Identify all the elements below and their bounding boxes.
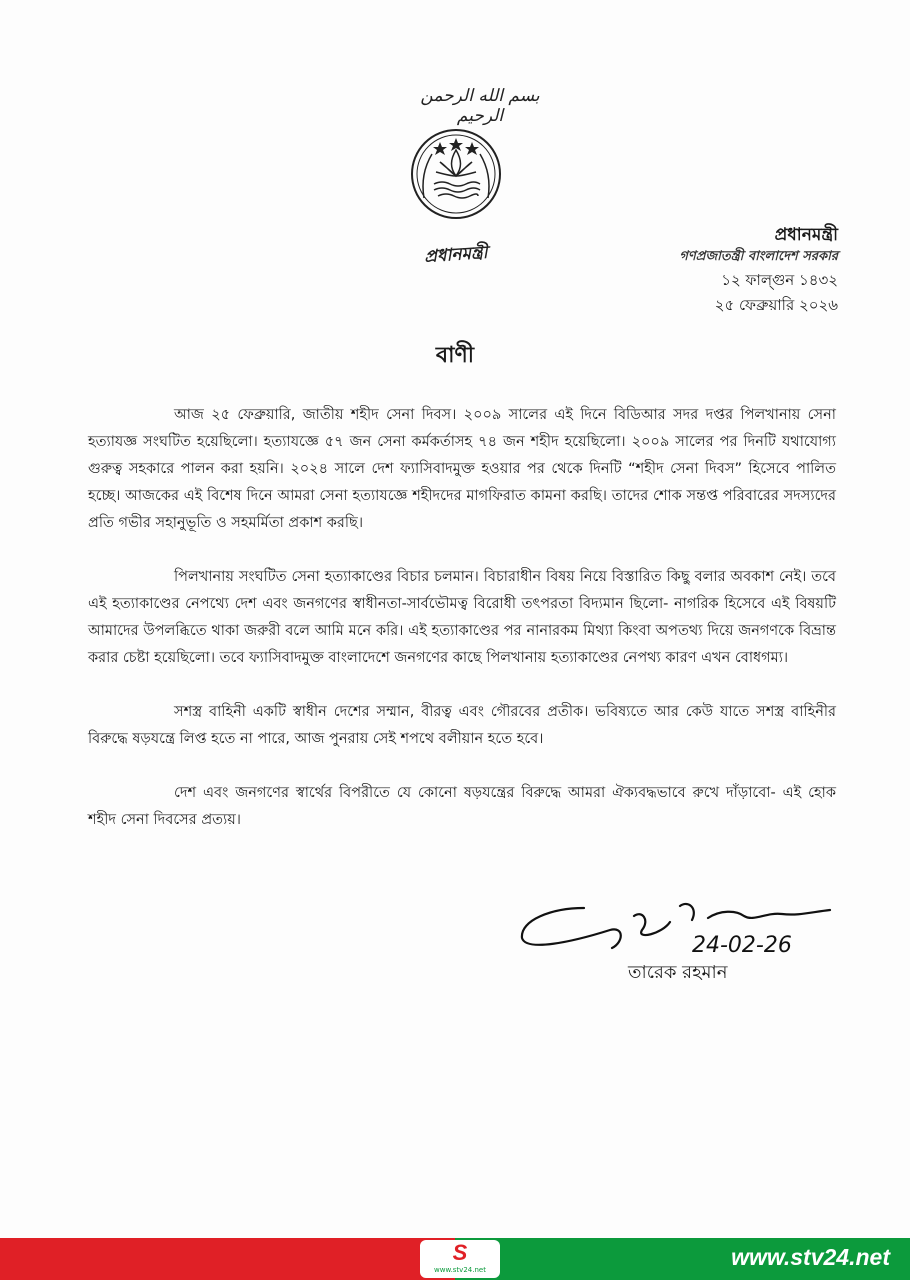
page-title: বাণী: [435, 343, 475, 368]
stv-logo-icon: [420, 1240, 500, 1278]
handwritten-date: 24-02-26: [692, 933, 792, 958]
message-body: [88, 402, 836, 861]
government-emblem-icon: [410, 128, 502, 220]
date-gregorian: ২৫ ফেব্রুয়ারি ২০২৬: [714, 296, 838, 314]
watermark-footer: [0, 1238, 910, 1280]
paragraph: সশস্ত্র বাহিনী একটি স্বাধীন দেশের সম্মান, বীরত্ব এবং গৌরবের প্রতীক। ভবিষ্যতে আর কেউ যাতে সশস্ত্র বাহিনীর বিরুদ্ধে ষড়যন্ত্রে লিপ্ত হতে না পারে, আজ পুনরায় সেই শপথে বলীয়ান হতে হবে।: [88, 704, 836, 747]
signatory-name: তারেক রহমান: [628, 962, 728, 983]
paragraph: দেশ এবং জনগণের স্বার্থের বিপরীতে যে কোনো ষড়যন্ত্রের বিরুদ্ধে আমরা ঐক্যবদ্ধভাবে রুখে দাঁড়াবো- এই হোক শহীদ সেনা দিবসের প্রত্যয়।: [88, 785, 836, 828]
government-name: গণপ্রজাতন্ত্রী বাংলাদেশ সরকার: [679, 249, 838, 264]
paragraph: পিলখানায় সংঘটিত সেনা হত্যাকাণ্ডের বিচার চলমান। বিচারাধীন বিষয় নিয়ে বিস্তারিত কিছু বলার অবকাশ নেই। তবে এই হত্যাকাণ্ডের নেপথ্যে দেশ এবং জনগণের স্বাধীনতা-সার্বভৌমত্ব বিরোধী তৎপরতা বিদ্যমান ছিলো- নাগরিক হিসেবে এই বিষয়টি আমাদের উপলব্ধিতে থাকা জরুরী বলে আমি মনে করি। এই হত্যাকাণ্ডের পর নানারকম মিথ্যা কিংবা অপতথ্য দিয়ে জনগণকে বিভ্রান্ত করার চেষ্টা হয়েছিলো। তবে ফ্যাসিবাদমুক্ত বাংলাদেশে জনগণের কাছে পিলখানায় হত্যাকাণ্ডের নেপথ্য কারণ এখন বোধগম্য।: [88, 569, 836, 666]
date-bangla: ১২ ফাল্গুন ১৪৩২: [721, 271, 838, 289]
office-block: [679, 224, 838, 318]
site-url: www.stv24.net: [731, 1244, 890, 1270]
handwritten-signature: [512, 890, 872, 960]
footer-red-band: [0, 1238, 455, 1280]
emblem-caption: প্রধানমন্ত্রী: [423, 242, 489, 268]
bismillah-calligraphy: بسم الله الرحمن الرحيم: [420, 86, 540, 126]
logo-url: www.stv24.net: [434, 1266, 486, 1274]
logo-mark: S: [452, 1240, 468, 1265]
office-title: প্রধানমন্ত্রী: [774, 225, 838, 245]
paragraph: আজ ২৫ ফেব্রুয়ারি, জাতীয় শহীদ সেনা দিবস। ২০০৯ সালের এই দিনে বিডিআর সদর দপ্তর পিলখানায় সেনা হত্যাযজ্ঞ সংঘটিত হয়েছিলো। হত্যাযজ্ঞে ৫৭ জন সেনা কর্মকর্তাসহ ৭৪ জন শহীদ হয়েছিলো। ২০০৯ সালের পর দিনটি যথাযোগ্য গুরুত্ব সহকারে পালন করা হয়নি। ২০২৪ সালে দেশ ফ্যাসিবাদমুক্ত হওয়ার পর থেকে দিনটি “শহীদ সেনা দিবস” হিসেবে পালিত হচ্ছে। আজকের এই বিশেষ দিনে আমরা সেনা হত্যাযজ্ঞে শহীদদের মাগফিরাত কামনা করছি। তাদের শোক সন্তপ্ত পরিবারের সদস্যদের প্রতি গভীর সহানুভূতি ও সহমর্মিতা প্রকাশ করছি।: [88, 407, 836, 531]
